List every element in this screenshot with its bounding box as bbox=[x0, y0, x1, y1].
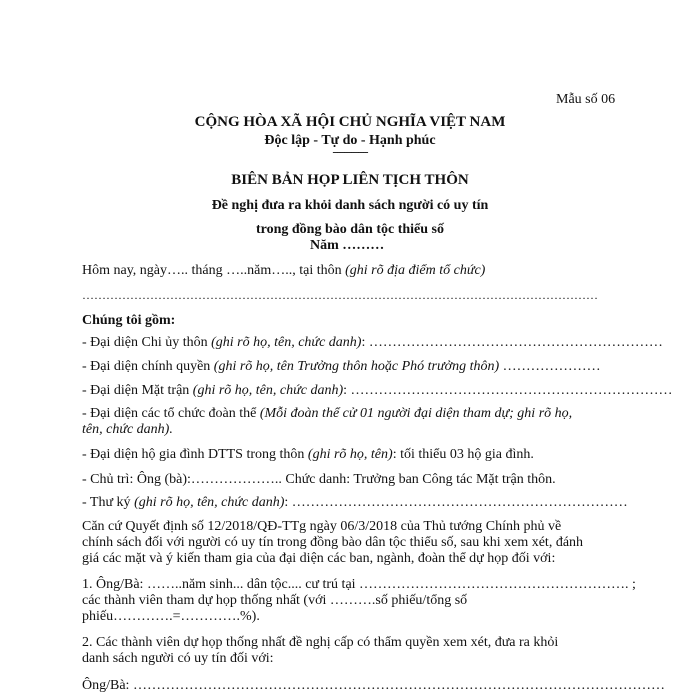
secretary-label: - Thư ký bbox=[82, 495, 135, 510]
motto: Độc lập - Tự do - Hạnh phúc bbox=[264, 133, 436, 148]
attendee-front-label: - Đại diện Mặt trận bbox=[82, 383, 193, 398]
intro-hint: (ghi rõ địa điểm tổ chức) bbox=[345, 263, 486, 278]
secretary-line bbox=[82, 494, 628, 511]
item-1-line-1: 1. Ông/Bà: ……..năm sinh... dân tộc.... cư trú tại …………………………………………………. ; bbox=[82, 577, 636, 592]
attendee-government-hint: (ghi rõ họ, tên Trưởng thôn hoặc Phó trưởng thôn) bbox=[213, 359, 500, 374]
secretary-fill: : ……………………………………………………………… bbox=[284, 495, 628, 510]
attendee-government bbox=[82, 358, 601, 375]
attendee-front-fill: : …………………………………………………………… bbox=[343, 383, 673, 398]
last-line: Ông/Bà: …………………………………………………………………………………………………… bbox=[82, 678, 665, 693]
header-separator: --------------- bbox=[332, 147, 368, 158]
document-year: Năm ……… bbox=[310, 238, 385, 253]
attendee-households-hint: (ghi rõ họ, tên) bbox=[307, 447, 393, 462]
document-title: BIÊN BẢN HỌP LIÊN TỊCH THÔN bbox=[231, 172, 469, 188]
attendee-households-label: - Đại diện hộ gia đình DTTS trong thôn bbox=[82, 447, 308, 462]
basis-line-3: giá các mặt và ý kiến tham gia của đại diện các ban, ngành, đoàn thể dự họp đối với: bbox=[82, 551, 556, 566]
attendee-party-fill: : ……………………………………………………… bbox=[361, 335, 663, 350]
item-2-line-2: danh sách người có uy tín đối với: bbox=[82, 651, 274, 666]
attendee-government-fill: ………………… bbox=[499, 359, 601, 374]
attendee-orgs bbox=[82, 405, 572, 422]
attendee-front-hint: (ghi rõ họ, tên, chức danh) bbox=[192, 383, 344, 398]
attendee-party-hint: (ghi rõ họ, tên, chức danh) bbox=[211, 335, 362, 350]
chair-line: - Chủ trì: Ông (bà):……………….. Chức danh: Trưởng ban Công tác Mặt trận thôn. bbox=[82, 472, 556, 487]
attendees-heading: Chúng tôi gồm: bbox=[82, 313, 176, 328]
attendee-front bbox=[82, 382, 673, 399]
attendee-orgs-hint: (Mỗi đoàn thể cử 01 người đại diện tham dự; ghi rõ họ, bbox=[259, 406, 573, 421]
item-1-line-3: phiếu………….=………….%). bbox=[82, 609, 260, 624]
attendee-party bbox=[82, 334, 663, 351]
basis-line-2: chính sách đối với người có uy tín trong đồng bào dân tộc thiểu số, sau khi xem xét, đánh bbox=[82, 535, 584, 550]
subtitle-line-1: Đề nghị đưa ra khỏi danh sách người có uy tín bbox=[211, 198, 489, 213]
attendee-households-fill: : tối thiểu 03 hộ gia đình. bbox=[392, 447, 534, 462]
secretary-hint: (ghi rõ họ, tên, chức danh) bbox=[134, 495, 285, 510]
intro-line bbox=[82, 262, 485, 279]
attendee-orgs-label: - Đại diện các tổ chức đoàn thể bbox=[82, 406, 260, 421]
attendee-government-label: - Đại diện chính quyền bbox=[82, 359, 214, 374]
country-name: CỘNG HÒA XÃ HỘI CHỦ NGHĨA VIỆT NAM bbox=[194, 114, 506, 130]
item-1-line-2: các thành viên tham dự họp thống nhất (với ……….số phiếu/tổng số bbox=[82, 593, 468, 608]
item-2-line-1: 2. Các thành viên dự họp thống nhất đề nghị cấp có thẩm quyền xem xét, đưa ra khỏi bbox=[82, 635, 559, 650]
form-number: Mẫu số 06 bbox=[556, 92, 616, 107]
intro-text: Hôm nay, ngày….. tháng …..năm….., tại thôn bbox=[82, 263, 346, 278]
basis-line-1: Căn cứ Quyết định số 12/2018/QĐ-TTg ngày 06/3/2018 của Thủ tướng Chính phủ về bbox=[82, 519, 562, 534]
attendee-households bbox=[82, 446, 534, 463]
subtitle-line-2: trong đồng bào dân tộc thiểu số bbox=[255, 222, 444, 237]
attendee-party-label: - Đại diện Chi ủy thôn bbox=[82, 335, 212, 350]
intro-dots: ………………………………………………………………………………………………………………… bbox=[82, 288, 598, 302]
attendee-orgs-hint-cont: tên, chức danh). bbox=[82, 422, 173, 437]
